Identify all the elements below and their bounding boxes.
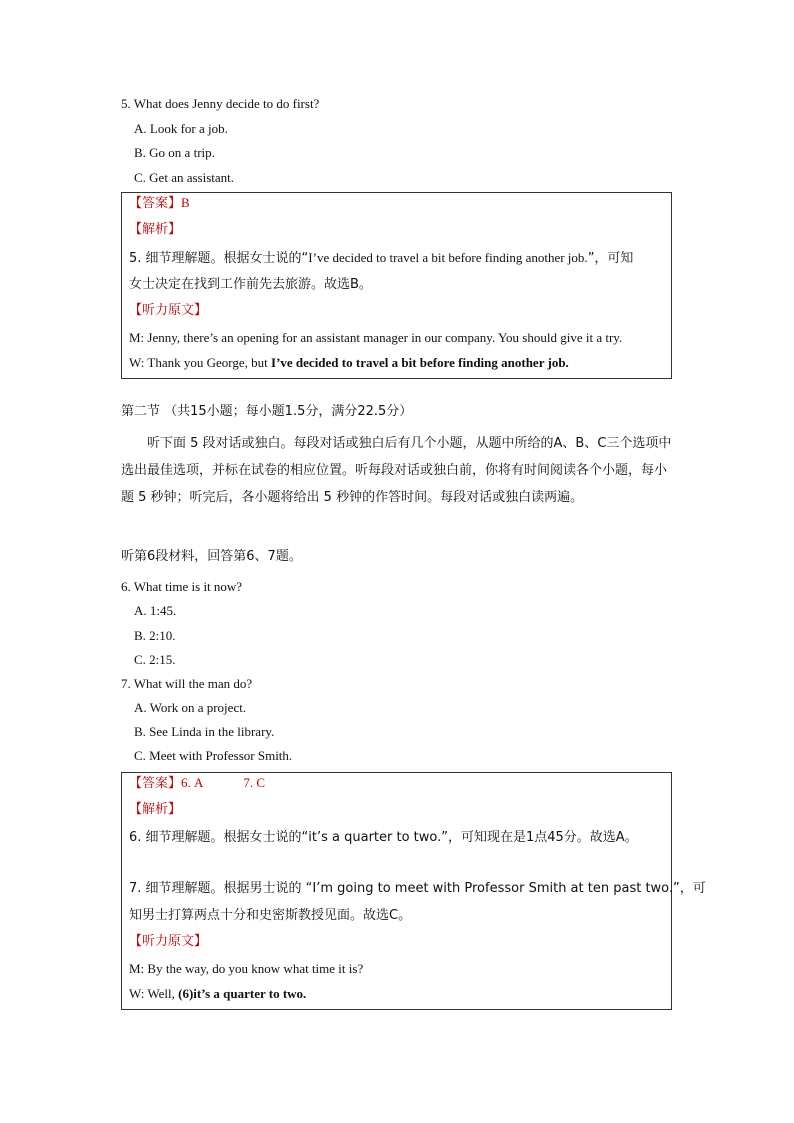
transcript-label: 【听力原文】 <box>129 303 208 318</box>
analysis-7-line-2: 知男士打算两点十分和史密斯教授见面。故选C。 <box>129 908 412 923</box>
material-note: 听第6段材料，回答第6、7题。 <box>121 549 302 564</box>
q5-option-b: B. Go on a trip. <box>134 145 215 160</box>
question-6: 6. What time is it now? <box>121 579 243 594</box>
answer-box-q6-q7 <box>121 772 706 1010</box>
answer-box-q5 <box>121 192 672 379</box>
answer-label: 【答案】 <box>129 196 182 211</box>
analysis-label: 【解析】 <box>129 802 182 817</box>
answer-value: B <box>181 195 190 210</box>
q7-option-c: C. Meet with Professor Smith. <box>134 748 293 763</box>
q5-option-a: A. Look for a job. <box>134 121 228 136</box>
q7-option-b: B. See Linda in the library. <box>134 724 275 739</box>
answer-value-7: 7. C <box>243 775 266 790</box>
q7-option-a: A. Work on a project. <box>134 700 247 715</box>
analysis-line-2: 女士决定在找到工作前先去旅游。故选B。 <box>129 277 372 292</box>
q6-option-a: A. 1:45. <box>134 603 177 618</box>
answer-value-6: 6. A <box>181 775 204 790</box>
question-7: 7. What will the man do? <box>121 676 253 691</box>
answer-label: 【答案】 <box>129 776 182 791</box>
question-5: 5. What does Jenny decide to do first? <box>121 96 320 111</box>
q6-option-b: B. 2:10. <box>134 628 176 643</box>
transcript-label: 【听力原文】 <box>129 934 208 949</box>
answer-line <box>129 194 190 213</box>
transcript-man: M: Jenny, there’s an opening for an assistant manager in our company. You should give it a try. <box>129 330 623 345</box>
analysis-7-line-1: 7. 细节理解题。根据男士说的 “I’m going to meet with Professor Smith at ten past two.”，可 <box>129 881 706 896</box>
q5-option-c: C. Get an assistant. <box>134 170 235 185</box>
section-heading: 第二节 （共15小题；每小题1.5分，满分22.5分） <box>121 404 413 419</box>
analysis-6: 6. 细节理解题。根据女士说的“it’s a quarter to two.”，可知现在是1点45分。故选A。 <box>129 830 638 845</box>
analysis-line-1: 5. 细节理解题。根据女士说的“I’ve decided to travel a bit before finding another job.”，可知 <box>129 250 634 266</box>
transcript-man: M: By the way, do you know what time it is? <box>129 961 364 976</box>
analysis-label: 【解析】 <box>129 222 182 237</box>
answer-line <box>129 774 265 793</box>
transcript-woman: W: Thank you George, but I’ve decided to travel a bit before finding another job. <box>129 355 569 370</box>
section-instructions: 听下面 5 段对话或独白。每段对话或独白后有几个小题，从题中所给的A、B、C三个选项中选出最佳选项，并标在试卷的相应位置。听每段对话或独白前，你将有时间阅读各个小题，每小题 5 秒钟；听完后，各小题将给出 5 秒钟的作答时间。每段对话或独白读两遍。 <box>121 436 672 505</box>
transcript-woman: W: Well, (6)it’s a quarter to two. <box>129 986 307 1001</box>
q6-option-c: C. 2:15. <box>134 652 176 667</box>
